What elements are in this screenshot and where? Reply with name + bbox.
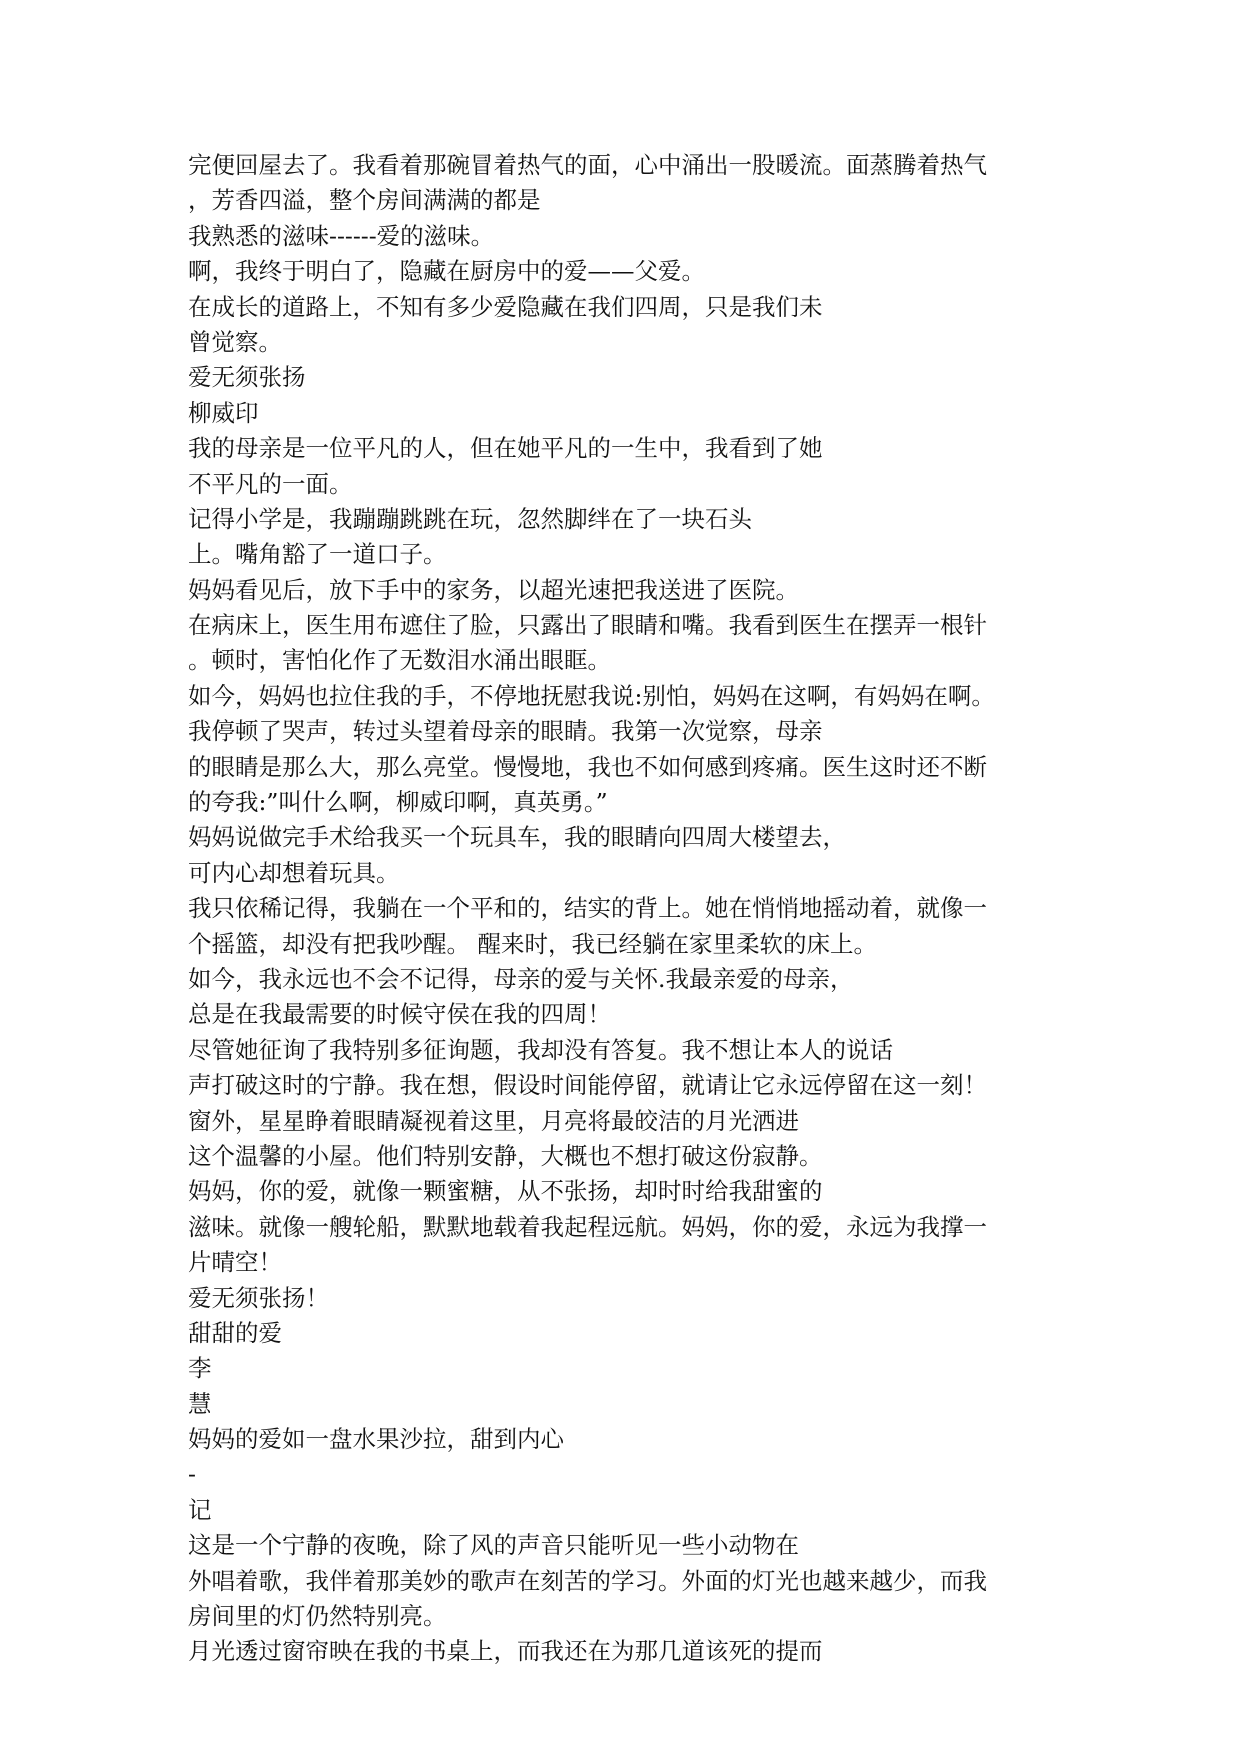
text-line: 啊，我终于明白了，隐藏在厨房中的爱——父爱。 [188,257,705,286]
text-line: 窗外，星星睁着眼睛凝视着这里，月亮将最皎洁的月光洒进 [188,1106,799,1135]
text-line: 滋味。就像一艘轮船，默默地载着我起程远航。妈妈，你的爱，永远为我撑一 [188,1212,987,1241]
text-line: 如今，妈妈也拉住我的手，不停地抚慰我说:别怕，妈妈在这啊，有妈妈在啊。 [188,681,995,710]
text-line: 这是一个宁静的夜晚，除了风的声音只能听见一些小动物在 [188,1531,799,1560]
text-line: 总是在我最需要的时候守侯在我的四周！ [188,1000,611,1029]
text-line: 我停顿了哭声，转过头望着母亲的眼睛。我第一次觉察，母亲 [188,717,823,746]
text-line: 爱无须张扬！ [188,1283,329,1312]
text-line: 的夸我:”叫什么啊，柳威印啊，真英勇。” [188,788,608,817]
text-line: 记得小学是，我蹦蹦跳跳在玩，忽然脚绊在了一块石头 [188,504,752,533]
text-line: 妈妈看见后，放下手中的家务，以超光速把我送进了医院。 [188,575,799,604]
text-line: 妈妈的爱如一盘水果沙拉，甜到内心 [188,1425,564,1454]
section-title: 爱无须张扬 [188,363,306,392]
text-line: - [188,1460,196,1489]
text-line: 完便回屋去了。我看着那碗冒着热气的面，心中涌出一股暖流。面蒸腾着热气 [188,151,987,179]
text-line: 声打破这时的宁静。我在想，假设时间能停留，就请让它永远停留在这一刻！ [188,1071,987,1100]
text-line: 曾觉察。 [188,327,282,356]
author-name: 柳威印 [188,398,259,427]
text-line: 记 [188,1495,212,1524]
text-line: 的眼睛是那么大，那么亮堂。慢慢地，我也不如何感到疼痛。医生这时还不断 [188,752,987,781]
text-line: 在成长的道路上，不知有多少爱隐藏在我们四周，只是我们未 [188,292,823,321]
text-line: 房间里的灯仍然特别亮。 [188,1602,447,1631]
text-line: 妈妈，你的爱，就像一颗蜜糖，从不张扬，却时时给我甜蜜的 [188,1177,823,1206]
text-line: 妈妈说做完手术给我买一个玩具车，我的眼睛向四周大楼望去， [188,823,846,852]
text-line: 。顿时，害怕化作了无数泪水涌出眼眶。 [188,646,611,675]
text-line: 可内心却想着玩具。 [188,858,400,887]
author-name: 慧 [188,1389,212,1418]
text-line: 尽管她征询了我特别多征询题，我却没有答复。我不想让本人的说话 [188,1035,893,1064]
author-name: 李 [188,1354,212,1383]
text-line: 月光透过窗帘映在我的书桌上，而我还在为那几道该死的提而 [188,1637,823,1666]
text-line: ，芳香四溢，整个房间满满的都是 [188,186,541,215]
text-line: 上。嘴角豁了一道口子。 [188,540,447,569]
text-line: 这个温馨的小屋。他们特别安静，大概也不想打破这份寂静。 [188,1141,823,1170]
text-line: 片晴空！ [188,1248,282,1277]
text-line: 我的母亲是一位平凡的人，但在她平凡的一生中，我看到了她 [188,434,823,463]
section-title: 甜甜的爱 [188,1318,282,1347]
text-line: 个摇篮，却没有把我吵醒。 醒来时，我已经躺在家里柔软的床上。 [188,929,877,958]
text-line: 我只依稀记得，我躺在一个平和的，结实的背上。她在悄悄地摇动着，就像一 [188,894,987,923]
text-line: 如今，我永远也不会不记得，母亲的爱与关怀.我最亲爱的母亲， [188,964,854,993]
text-line: 我熟悉的滋味------爱的滋味。 [188,221,495,250]
text-line: 不平凡的一面。 [188,469,353,498]
document-body [188,148,1058,1670]
text-line: 在病床上，医生用布遮住了脸，只露出了眼睛和嘴。我看到医生在摆弄一根针 [188,611,987,640]
text-line: 外唱着歌，我伴着那美妙的歌声在刻苦的学习。外面的灯光也越来越少，而我 [188,1566,987,1595]
